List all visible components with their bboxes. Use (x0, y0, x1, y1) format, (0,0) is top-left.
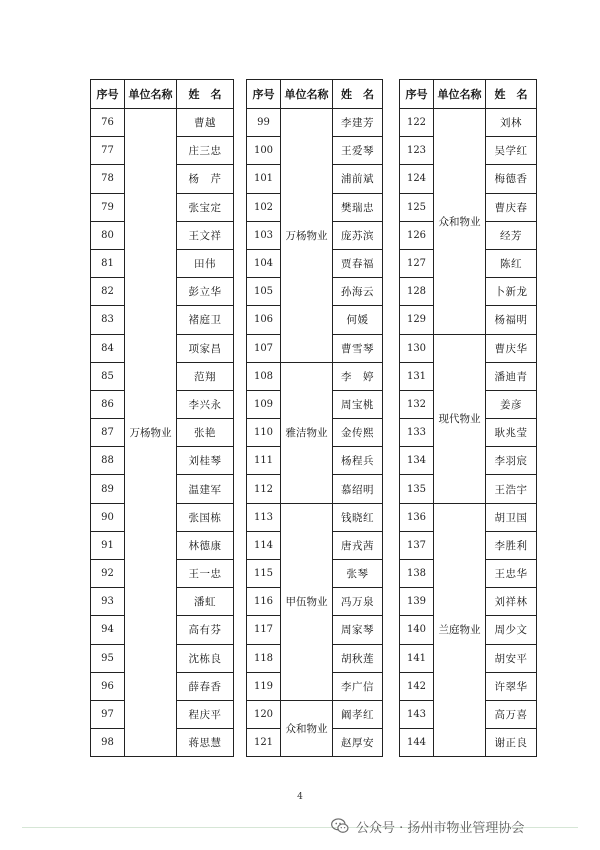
table-header-row (400, 80, 537, 109)
name-cell: 周少文 (486, 616, 537, 644)
seq-cell: 131 (400, 362, 434, 390)
name-cell: 程庆平 (177, 700, 234, 728)
seq-cell: 121 (247, 729, 281, 757)
name-cell: 周家琴 (333, 616, 383, 644)
unit-cell: 万杨物业 (281, 109, 333, 363)
seq-cell: 144 (400, 729, 434, 757)
name-cell: 林德康 (177, 531, 234, 559)
seq-cell: 103 (247, 221, 281, 249)
name-cell: 赵厚安 (333, 729, 383, 757)
unit-cell: 众和物业 (281, 700, 333, 756)
seq-cell: 110 (247, 419, 281, 447)
name-cell: 李羽宸 (486, 447, 537, 475)
table-row (91, 109, 234, 137)
unit-cell: 众和物业 (434, 109, 486, 335)
seq-cell: 120 (247, 700, 281, 728)
seq-cell: 77 (91, 137, 125, 165)
name-cell: 卜新龙 (486, 278, 537, 306)
seq-cell: 119 (247, 672, 281, 700)
name-cell: 周宝桃 (333, 390, 383, 418)
seq-cell: 80 (91, 221, 125, 249)
watermark (330, 814, 524, 838)
table-row (247, 109, 383, 137)
seq-cell: 102 (247, 193, 281, 221)
name-cell: 李胜利 (486, 531, 537, 559)
table-row (247, 503, 383, 531)
name-cell: 樊瑞忠 (333, 193, 383, 221)
name-cell: 胡卫国 (486, 503, 537, 531)
header-seq: 序号 (400, 80, 434, 109)
seq-cell: 88 (91, 447, 125, 475)
seq-cell: 136 (400, 503, 434, 531)
seq-cell: 85 (91, 362, 125, 390)
seq-cell: 126 (400, 221, 434, 249)
seq-cell: 138 (400, 560, 434, 588)
seq-cell: 122 (400, 109, 434, 137)
name-cell: 经芳 (486, 221, 537, 249)
watermark-text: 公众号 · 扬州市物业管理协会 (356, 820, 525, 836)
name-cell: 耿兆莹 (486, 419, 537, 447)
table-row (247, 700, 383, 728)
name-cell: 胡安平 (486, 644, 537, 672)
seq-cell: 95 (91, 644, 125, 672)
seq-cell: 129 (400, 306, 434, 334)
seq-cell: 133 (400, 419, 434, 447)
wechat-icon (330, 816, 350, 836)
name-cell: 胡秋莲 (333, 644, 383, 672)
header-unit: 单位名称 (281, 80, 333, 109)
table-row (400, 334, 537, 362)
seq-cell: 92 (91, 560, 125, 588)
seq-cell: 116 (247, 588, 281, 616)
name-cell: 薛春香 (177, 672, 234, 700)
seq-cell: 104 (247, 249, 281, 277)
seq-cell: 127 (400, 249, 434, 277)
name-cell: 李 婷 (333, 362, 383, 390)
seq-cell: 107 (247, 334, 281, 362)
name-cell: 王浩宇 (486, 475, 537, 503)
seq-cell: 89 (91, 475, 125, 503)
name-cell: 梅德香 (486, 165, 537, 193)
seq-cell: 135 (400, 475, 434, 503)
name-cell: 张宝定 (177, 193, 234, 221)
seq-cell: 128 (400, 278, 434, 306)
seq-cell: 82 (91, 278, 125, 306)
seq-cell: 93 (91, 588, 125, 616)
name-cell: 何媛 (333, 306, 383, 334)
name-cell: 高万喜 (486, 700, 537, 728)
header-unit: 单位名称 (434, 80, 486, 109)
name-cell: 刘祥林 (486, 588, 537, 616)
seq-cell: 123 (400, 137, 434, 165)
seq-cell: 111 (247, 447, 281, 475)
seq-cell: 96 (91, 672, 125, 700)
seq-cell: 81 (91, 249, 125, 277)
name-cell: 浦前斌 (333, 165, 383, 193)
name-cell: 杨福明 (486, 306, 537, 334)
name-cell: 庄三忠 (177, 137, 234, 165)
name-cell: 曹越 (177, 109, 234, 137)
seq-cell: 118 (247, 644, 281, 672)
name-cell: 曹雪琴 (333, 334, 383, 362)
seq-cell: 139 (400, 588, 434, 616)
name-cell: 褚庭卫 (177, 306, 234, 334)
name-cell: 温建军 (177, 475, 234, 503)
seq-cell: 78 (91, 165, 125, 193)
seq-cell: 79 (91, 193, 125, 221)
name-cell: 陈红 (486, 249, 537, 277)
seq-cell: 113 (247, 503, 281, 531)
table-row (400, 109, 537, 137)
seq-cell: 99 (247, 109, 281, 137)
name-cell: 王爱琴 (333, 137, 383, 165)
seq-cell: 87 (91, 419, 125, 447)
seq-cell: 143 (400, 700, 434, 728)
name-cell: 王忠华 (486, 560, 537, 588)
seq-cell: 117 (247, 616, 281, 644)
name-cell: 张琴 (333, 560, 383, 588)
seq-cell: 114 (247, 531, 281, 559)
name-cell: 钱晓红 (333, 503, 383, 531)
name-cell: 冯万泉 (333, 588, 383, 616)
name-cell: 曹庆春 (486, 193, 537, 221)
name-cell: 许翠华 (486, 672, 537, 700)
name-cell: 刘林 (486, 109, 537, 137)
name-cell: 张艳 (177, 419, 234, 447)
name-cell: 王一忠 (177, 560, 234, 588)
page-number: 4 (297, 792, 303, 802)
seq-cell: 141 (400, 644, 434, 672)
seq-cell: 134 (400, 447, 434, 475)
seq-cell: 86 (91, 390, 125, 418)
seq-cell: 137 (400, 531, 434, 559)
name-cell: 贾春福 (333, 249, 383, 277)
table-row (247, 362, 383, 390)
seq-cell: 76 (91, 109, 125, 137)
roster-table-1 (90, 79, 234, 757)
seq-cell: 84 (91, 334, 125, 362)
header-name: 姓 名 (333, 80, 383, 109)
seq-cell: 90 (91, 503, 125, 531)
name-cell: 王文祥 (177, 221, 234, 249)
roster-table-3 (399, 79, 537, 757)
name-cell: 杨程兵 (333, 447, 383, 475)
name-cell: 高有芬 (177, 616, 234, 644)
name-cell: 范翔 (177, 362, 234, 390)
seq-cell: 106 (247, 306, 281, 334)
seq-cell: 98 (91, 729, 125, 757)
header-seq: 序号 (91, 80, 125, 109)
name-cell: 阚孝红 (333, 700, 383, 728)
name-cell: 谢正良 (486, 729, 537, 757)
header-name: 姓 名 (486, 80, 537, 109)
name-cell: 庞苏滨 (333, 221, 383, 249)
name-cell: 潘虹 (177, 588, 234, 616)
name-cell: 姜彦 (486, 390, 537, 418)
seq-cell: 130 (400, 334, 434, 362)
table-row (400, 503, 537, 531)
name-cell: 蒋思慧 (177, 729, 234, 757)
unit-cell: 兰庭物业 (434, 503, 486, 757)
name-cell: 潘迪青 (486, 362, 537, 390)
roster-table-2 (246, 79, 383, 757)
seq-cell: 132 (400, 390, 434, 418)
name-cell: 项家昌 (177, 334, 234, 362)
name-cell: 李广信 (333, 672, 383, 700)
unit-cell: 甲伍物业 (281, 503, 333, 700)
name-cell: 曹庆华 (486, 334, 537, 362)
table-header-row (91, 80, 234, 109)
name-cell: 张国栋 (177, 503, 234, 531)
seq-cell: 115 (247, 560, 281, 588)
name-cell: 唐戎茜 (333, 531, 383, 559)
seq-cell: 105 (247, 278, 281, 306)
name-cell: 金传熙 (333, 419, 383, 447)
unit-cell: 万杨物业 (125, 109, 177, 757)
name-cell: 刘桂琴 (177, 447, 234, 475)
name-cell: 沈栋良 (177, 644, 234, 672)
name-cell: 杨 芹 (177, 165, 234, 193)
name-cell: 李建芳 (333, 109, 383, 137)
seq-cell: 83 (91, 306, 125, 334)
name-cell: 慕绍明 (333, 475, 383, 503)
table-header-row (247, 80, 383, 109)
seq-cell: 97 (91, 700, 125, 728)
seq-cell: 124 (400, 165, 434, 193)
name-cell: 田伟 (177, 249, 234, 277)
name-cell: 李兴永 (177, 390, 234, 418)
header-unit: 单位名称 (125, 80, 177, 109)
seq-cell: 125 (400, 193, 434, 221)
seq-cell: 108 (247, 362, 281, 390)
unit-cell: 雅洁物业 (281, 362, 333, 503)
seq-cell: 91 (91, 531, 125, 559)
seq-cell: 94 (91, 616, 125, 644)
name-cell: 吴学红 (486, 137, 537, 165)
header-seq: 序号 (247, 80, 281, 109)
seq-cell: 101 (247, 165, 281, 193)
seq-cell: 140 (400, 616, 434, 644)
name-cell: 彭立华 (177, 278, 234, 306)
header-name: 姓 名 (177, 80, 234, 109)
name-cell: 孙海云 (333, 278, 383, 306)
unit-cell: 现代物业 (434, 334, 486, 503)
seq-cell: 109 (247, 390, 281, 418)
seq-cell: 112 (247, 475, 281, 503)
seq-cell: 142 (400, 672, 434, 700)
seq-cell: 100 (247, 137, 281, 165)
